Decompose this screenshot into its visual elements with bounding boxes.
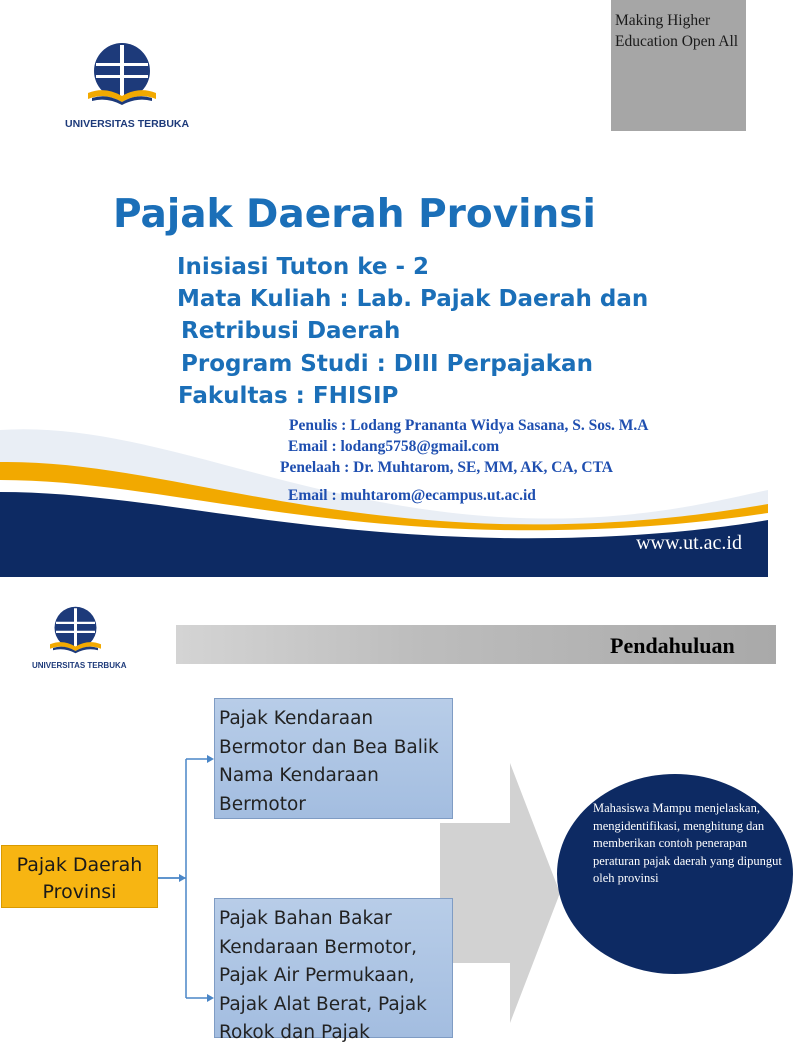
logo-caption: UNIVERSITAS TERBUKA [65, 118, 190, 130]
main-topic-box [1, 845, 158, 908]
logo-caption: UNIVERSITAS TERBUKA [32, 661, 127, 670]
tax-type-box-bottom [214, 898, 453, 1043]
tax-type-box-top [214, 698, 453, 819]
section-header-bar [176, 625, 776, 664]
university-emblem-icon [62, 38, 186, 118]
credit-reviewer-email[interactable]: Email : muhtarom@ecampus.ut.ac.id [288, 487, 536, 504]
main-topic-label: Pajak Daerah Provinsi [16, 854, 143, 903]
tagline-text: Making Higher Education Open All [615, 12, 739, 50]
university-logo-small [30, 603, 127, 673]
intro-slide [0, 587, 782, 1043]
learning-objective-circle [557, 774, 793, 974]
credit-author-email[interactable]: Email : lodang5758@gmail.com [288, 438, 500, 455]
subtitle-line-5: Fakultas : FHISIP [178, 383, 399, 409]
credit-author: Penulis : Lodang Prananta Widya Sasana, S. Sos. M.A [289, 417, 649, 434]
learning-objective-text: Mahasiswa Mampu menjelaskan, mengidentifikasi, menghitung dan memberikan contoh penerapan peraturan pajak daerah yang dipungut oleh provinsi [593, 801, 782, 885]
tax-type-bottom-label: Pajak Bahan Bakar Kendaraan Bermotor, Pajak Air Permukaan, Pajak Alat Berat, Pajak Rokok dan Pajak [219, 908, 427, 1043]
connector-arrows-icon [150, 747, 220, 1007]
subtitle-line-2: Mata Kuliah : Lab. Pajak Daerah dan [177, 286, 649, 312]
tax-type-top-label: Pajak Kendaraan Bermotor dan Bea Balik Nama Kendaraan Bermotor [219, 708, 439, 815]
university-emblem-icon [30, 603, 124, 663]
website-link[interactable]: www.ut.ac.id [636, 532, 742, 554]
slide-gap [0, 577, 768, 587]
slide-title: Pajak Daerah Provinsi [113, 192, 596, 237]
credit-reviewer: Penelaah : Dr. Muhtarom, SE, MM, AK, CA, CTA [280, 459, 613, 476]
subtitle-line-3: Retribusi Daerah [181, 318, 401, 344]
subtitle-line-4: Program Studi : DIII Perpajakan [181, 351, 593, 377]
tagline-box [611, 0, 746, 131]
section-header: Pendahuluan [610, 633, 735, 658]
subtitle-line-1: Inisiasi Tuton ke - 2 [177, 254, 430, 280]
university-logo [62, 38, 190, 130]
